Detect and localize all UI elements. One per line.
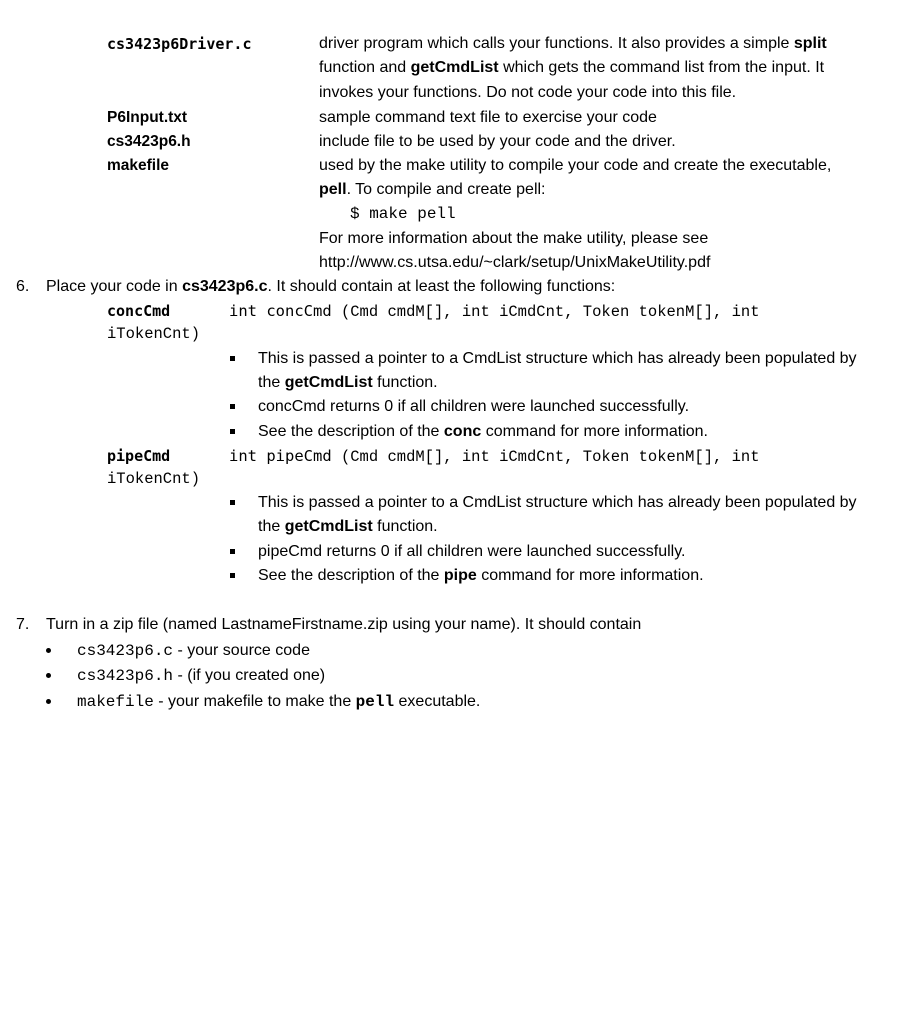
- func-signature-conccmd-cont: iTokenCnt): [107, 325, 201, 343]
- file-desc-makefile-line2: pell. To compile and create pell:: [319, 181, 546, 198]
- file-name-driver: cs3423p6Driver.c: [107, 35, 252, 53]
- conccmd-bullet1-line2: the getCmdList function.: [258, 374, 438, 391]
- func-label-pipecmd: pipeCmd: [107, 447, 171, 465]
- conccmd-bullet1-line1: This is passed a pointer to a CmdList structure which has already been populated by: [258, 350, 857, 367]
- file-desc-driver-line2: function and getCmdList which gets the command list from the input. It: [319, 59, 825, 76]
- func-signature-pipecmd-cont: iTokenCnt): [107, 470, 201, 488]
- turnin-item-makefile: makefile - your makefile to make the pell executable.: [77, 693, 481, 711]
- func-signature-conccmd: int concCmd (Cmd cmdM[], int iCmdCnt, Token tokenM[], int: [229, 302, 760, 321]
- file-name-header: cs3423p6.h: [107, 133, 191, 150]
- func-signature-pipecmd: int pipeCmd (Cmd cmdM[], int iCmdCnt, Token tokenM[], int: [229, 447, 760, 466]
- bullet-dot: [46, 673, 51, 678]
- file-desc-driver-line3: invokes your functions. Do not code your code into this file.: [319, 84, 737, 101]
- bullet-square: [230, 500, 235, 505]
- bullet-dot: [46, 648, 51, 653]
- file-desc-input: sample command text file to exercise your code: [319, 109, 657, 126]
- bullet-square: [230, 356, 235, 361]
- file-name-input: P6Input.txt: [107, 109, 188, 126]
- file-name-makefile: makefile: [107, 157, 170, 174]
- make-utility-url: http://www.cs.utsa.edu/~clark/setup/UnixMakeUtility.pdf: [319, 254, 711, 271]
- item7-text: Turn in a zip file (named LastnameFirstname.zip using your name). It should contain: [46, 616, 642, 633]
- bullet-dot: [46, 699, 51, 704]
- pipecmd-bullet3: See the description of the pipe command for more information.: [258, 567, 704, 584]
- file-desc-makefile-line4: For more information about the make utility, please see: [319, 230, 709, 247]
- pipecmd-bullet1-line1: This is passed a pointer to a CmdList structure which has already been populated by: [258, 494, 857, 511]
- item7-number: 7.: [16, 616, 30, 633]
- pipecmd-bullet2: pipeCmd returns 0 if all children were launched successfully.: [258, 543, 686, 560]
- bullet-square: [230, 549, 235, 554]
- file-desc-driver-line1: driver program which calls your functions. It also provides a simple split: [319, 35, 827, 52]
- make-command: $ make pell: [350, 205, 456, 223]
- file-desc-makefile-line1: used by the make utility to compile your code and create the executable,: [319, 157, 832, 174]
- turnin-item-header: cs3423p6.h - (if you created one): [77, 667, 326, 685]
- file-desc-header: include file to be used by your code and the driver.: [319, 133, 676, 150]
- turnin-item-source: cs3423p6.c - your source code: [77, 642, 310, 660]
- item6-text: Place your code in cs3423p6.c. It should contain at least the following functions:: [46, 278, 616, 295]
- pipecmd-bullet1-line2: the getCmdList function.: [258, 518, 438, 535]
- conccmd-bullet3: See the description of the conc command for more information.: [258, 423, 708, 440]
- func-label-conccmd: concCmd: [107, 302, 171, 320]
- conccmd-bullet2: concCmd returns 0 if all children were launched successfully.: [258, 398, 690, 415]
- bullet-square: [230, 404, 235, 409]
- bullet-square: [230, 429, 235, 434]
- item6-number: 6.: [16, 278, 30, 295]
- bullet-square: [230, 573, 235, 578]
